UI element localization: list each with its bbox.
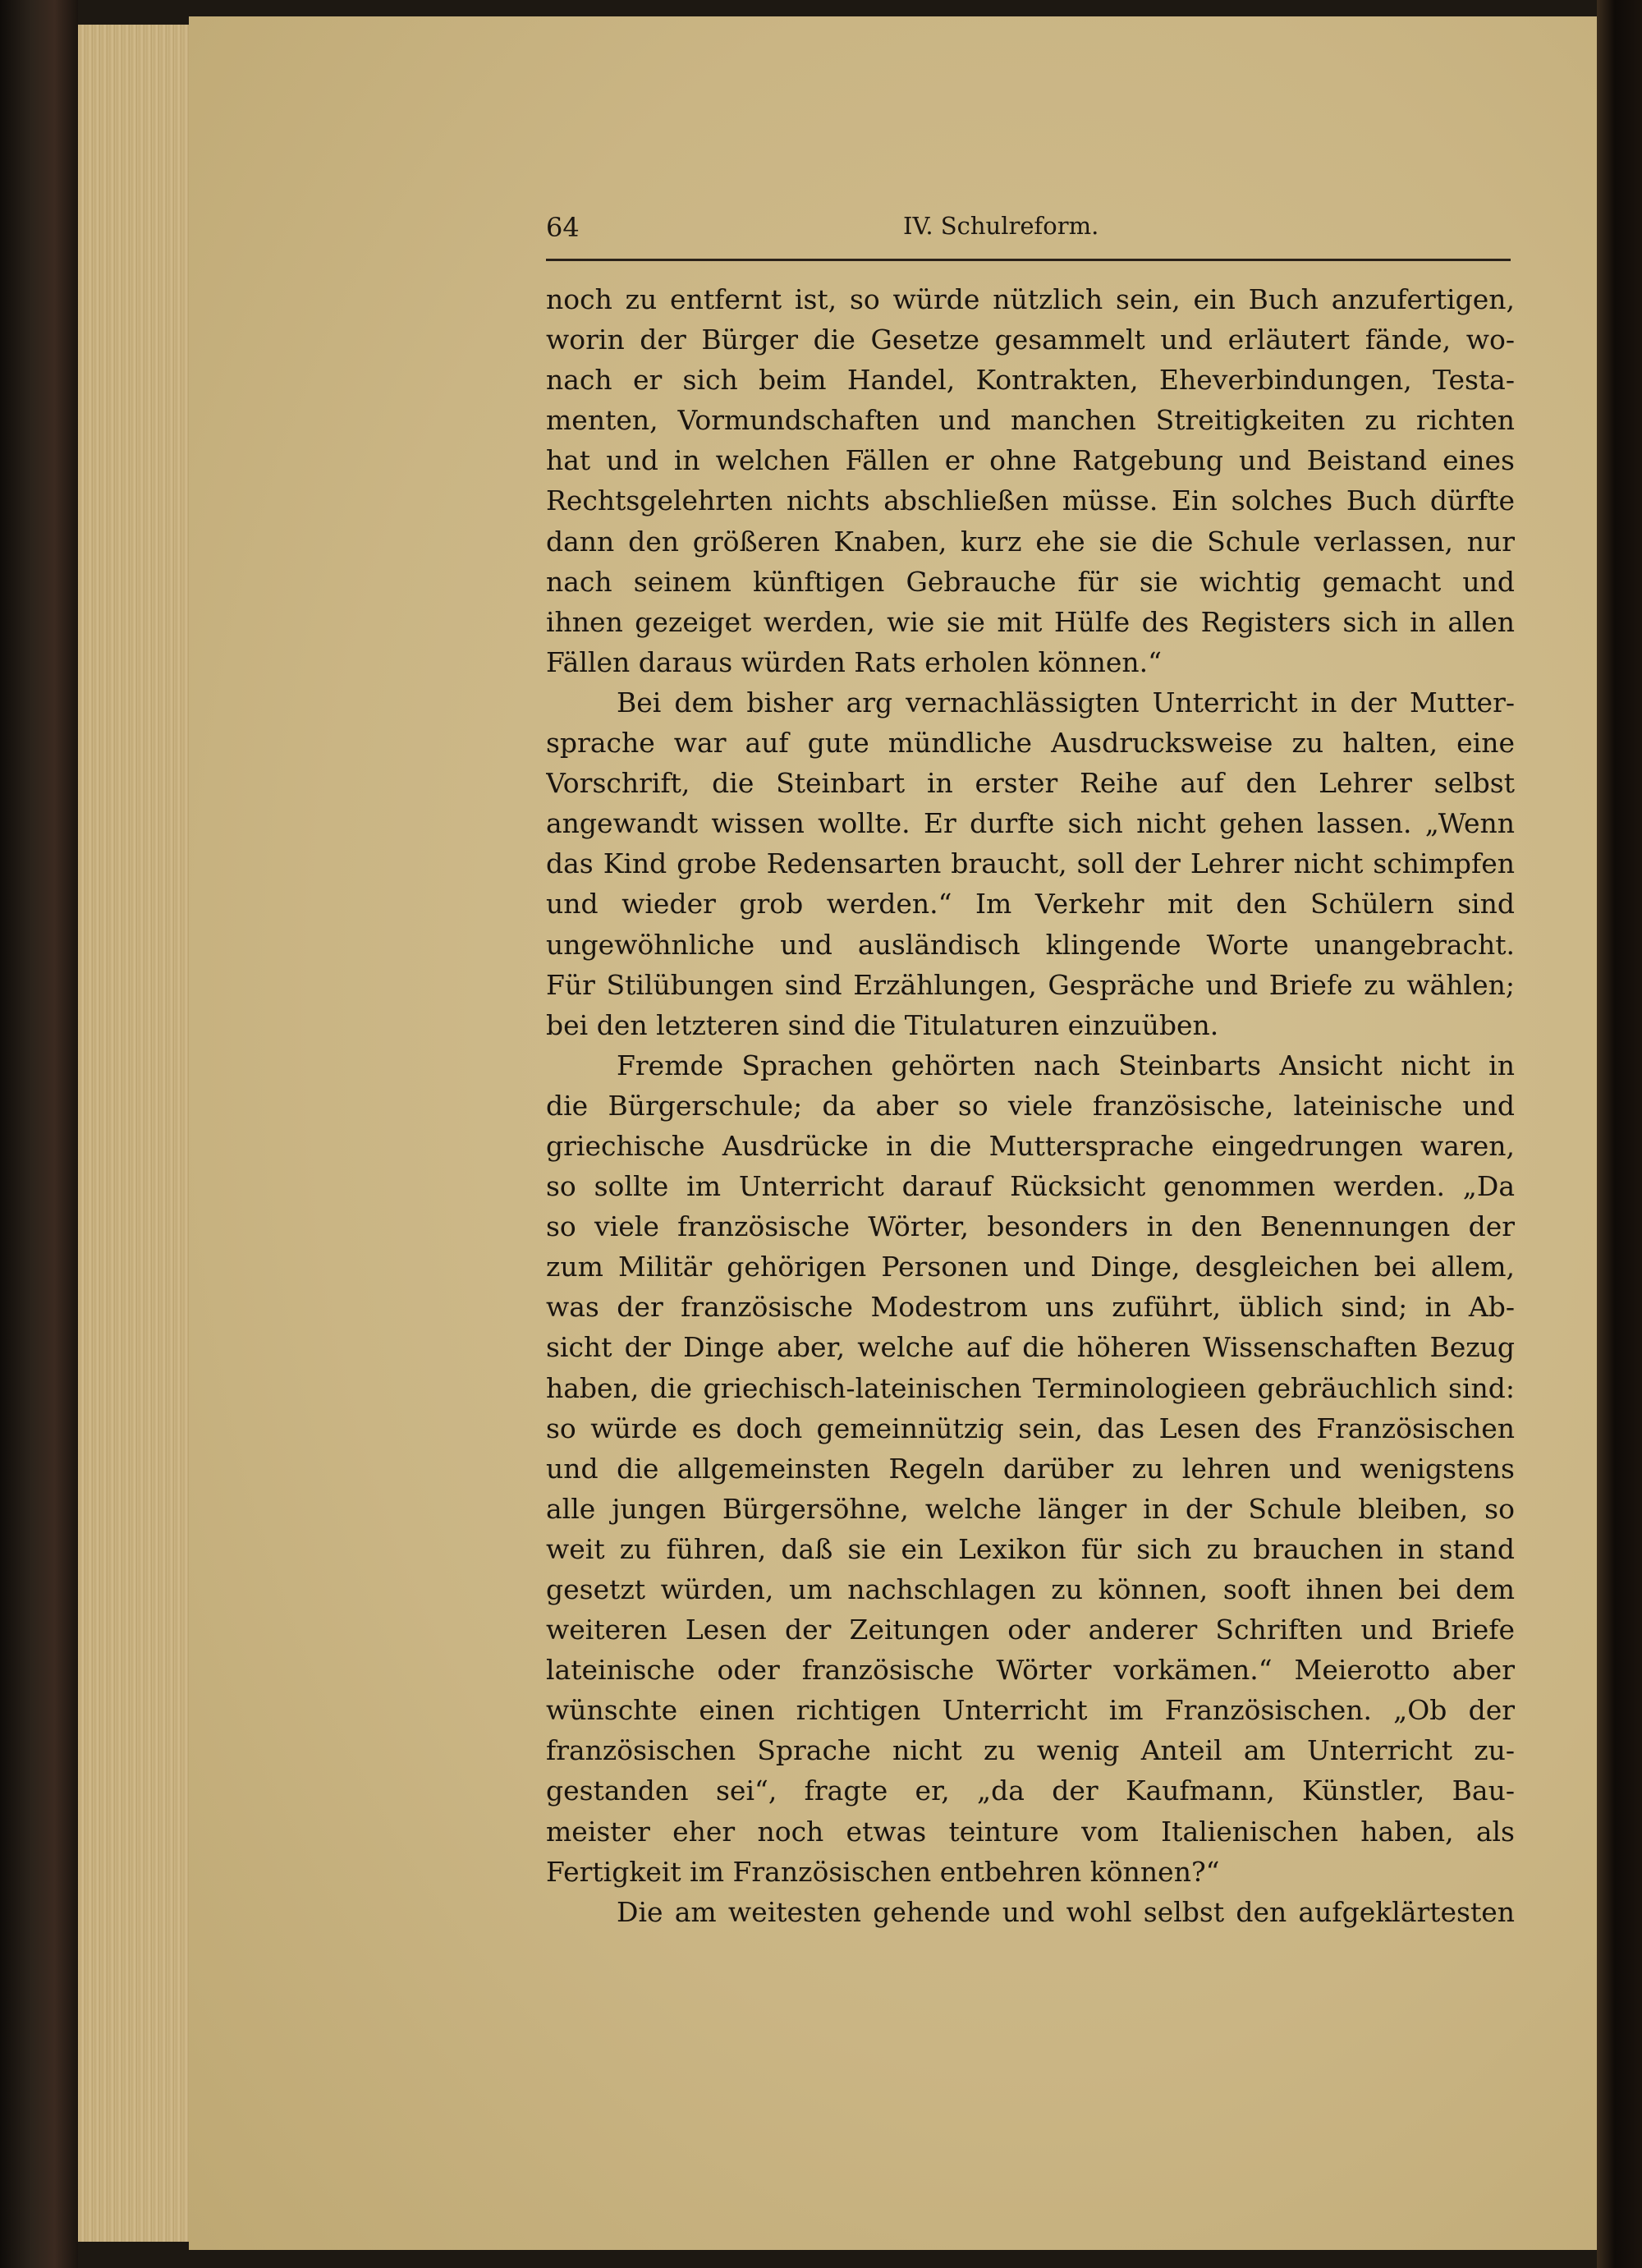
text-line: griechische Ausdrücke in die Muttersprache eingedrungen waren, — [546, 1129, 1515, 1162]
header-rule — [546, 259, 1511, 261]
text-line: lateinische oder französische Wörter vorkämen.“ Meierotto aber — [546, 1654, 1515, 1687]
text-line: zum Militär gehörigen Personen und Dinge, desgleichen bei allem, — [546, 1251, 1515, 1283]
text-line: sicht der Dinge aber, welche auf die höheren Wissenschaften Bezug — [546, 1331, 1515, 1364]
text-line: Für Stilübungen sind Erzählungen, Gespräche und Briefe zu wählen; — [546, 968, 1515, 1001]
book-spine-right — [1597, 0, 1642, 2268]
text-line: das Kind grobe Redensarten braucht, soll der Lehrer nicht schimpfen — [546, 847, 1515, 880]
text-line: menten, Vormundschaften und manchen Streitigkeiten zu richten — [546, 404, 1515, 437]
page-edges — [78, 25, 193, 2242]
text-line: wünschte einen richtigen Unterricht im Französischen. „Ob der — [546, 1694, 1515, 1727]
text-line: alle jungen Bürgersöhne, welche länger in der Schule bleiben, so — [546, 1492, 1515, 1525]
text-line: und die allgemeinsten Regeln darüber zu lehren und wenigstens — [546, 1452, 1515, 1485]
text-line: hat und in welchen Fällen er ohne Ratgebung und Beistand eines — [546, 444, 1515, 477]
body-text — [546, 279, 1515, 1932]
text-line: Fällen daraus würden Rats erholen können.“ — [546, 645, 1163, 678]
text-line: Rechtsgelehrten nichts abschließen müsse. Ein solches Buch dürfte — [546, 484, 1515, 517]
text-line: gestanden sei“, fragte er, „da der Kaufmann, Künstler, Bau- — [546, 1774, 1515, 1807]
text-line: Vorschrift, die Steinbart in erster Reihe auf den Lehrer selbst — [546, 767, 1515, 800]
text-line: nach er sich beim Handel, Kontrakten, Eheverbindungen, Testa- — [546, 364, 1515, 397]
page-header — [546, 212, 1511, 253]
text-line: ungewöhnliche und ausländisch klingende Worte unangebracht. — [546, 928, 1515, 961]
text-line: sprache war auf gute mündliche Ausdrucksweise zu halten, eine — [546, 727, 1515, 760]
text-line: noch zu entfernt ist, so würde nützlich sein, ein Buch anzufertigen, — [546, 283, 1515, 315]
text-line: dann den größeren Knaben, kurz ehe sie die Schule verlassen, nur — [546, 525, 1515, 558]
text-line: so viele französische Wörter, besonders in den Benennungen der — [546, 1210, 1515, 1243]
text-line: Die am weitesten gehende und wohl selbst den aufgeklärtesten — [617, 1895, 1515, 1928]
text-line: und wieder grob werden.“ Im Verkehr mit den Schülern sind — [546, 888, 1515, 921]
text-line: ihnen gezeiget werden, wie sie mit Hülfe des Registers sich in allen — [546, 605, 1515, 638]
text-line: französischen Sprache nicht zu wenig Anteil am Unterricht zu- — [546, 1734, 1515, 1767]
text-line: gesetzt würden, um nachschlagen zu können, sooft ihnen bei dem — [546, 1573, 1515, 1605]
book-spine-left — [0, 0, 78, 2268]
text-line: Fremde Sprachen gehörten nach Steinbarts Ansicht nicht in — [617, 1049, 1515, 1081]
text-line: meister eher noch etwas teinture vom Italienischen haben, als — [546, 1815, 1515, 1848]
text-line: so würde es doch gemeinnützig sein, das Lesen des Französischen — [546, 1412, 1515, 1444]
text-line: die Bürgerschule; da aber so viele französische, lateinische und — [546, 1089, 1515, 1122]
text-line: weiteren Lesen der Zeitungen oder anderer Schriften und Briefe — [546, 1614, 1515, 1646]
page-number: 64 — [546, 212, 580, 243]
text-line: Bei dem bisher arg vernachlässigten Unterricht in der Mutter- — [617, 686, 1515, 719]
text-line: so sollte im Unterricht darauf Rücksicht genommen werden. „Da — [546, 1170, 1515, 1203]
text-line: worin der Bürger die Gesetze gesammelt und erläutert fände, wo- — [546, 324, 1515, 356]
text-line: nach seinem künftigen Gebrauche für sie wichtig gemacht und — [546, 565, 1515, 598]
text-line: haben, die griechisch-lateinischen Terminologieen gebräuchlich sind: — [546, 1371, 1515, 1404]
text-line: Fertigkeit im Französischen entbehren können?“ — [546, 1855, 1220, 1888]
running-title: IV. Schulreform. — [903, 212, 1099, 240]
text-line: was der französische Modestrom uns zuführt, üblich sind; in Ab- — [546, 1291, 1515, 1324]
text-line: weit zu führen, daß sie ein Lexikon für sich zu brauchen in stand — [546, 1532, 1515, 1565]
text-line: bei den letzteren sind die Titulaturen einzuüben. — [546, 1008, 1219, 1041]
text-line: angewandt wissen wollte. Er durfte sich nicht gehen lassen. „Wenn — [546, 807, 1515, 840]
